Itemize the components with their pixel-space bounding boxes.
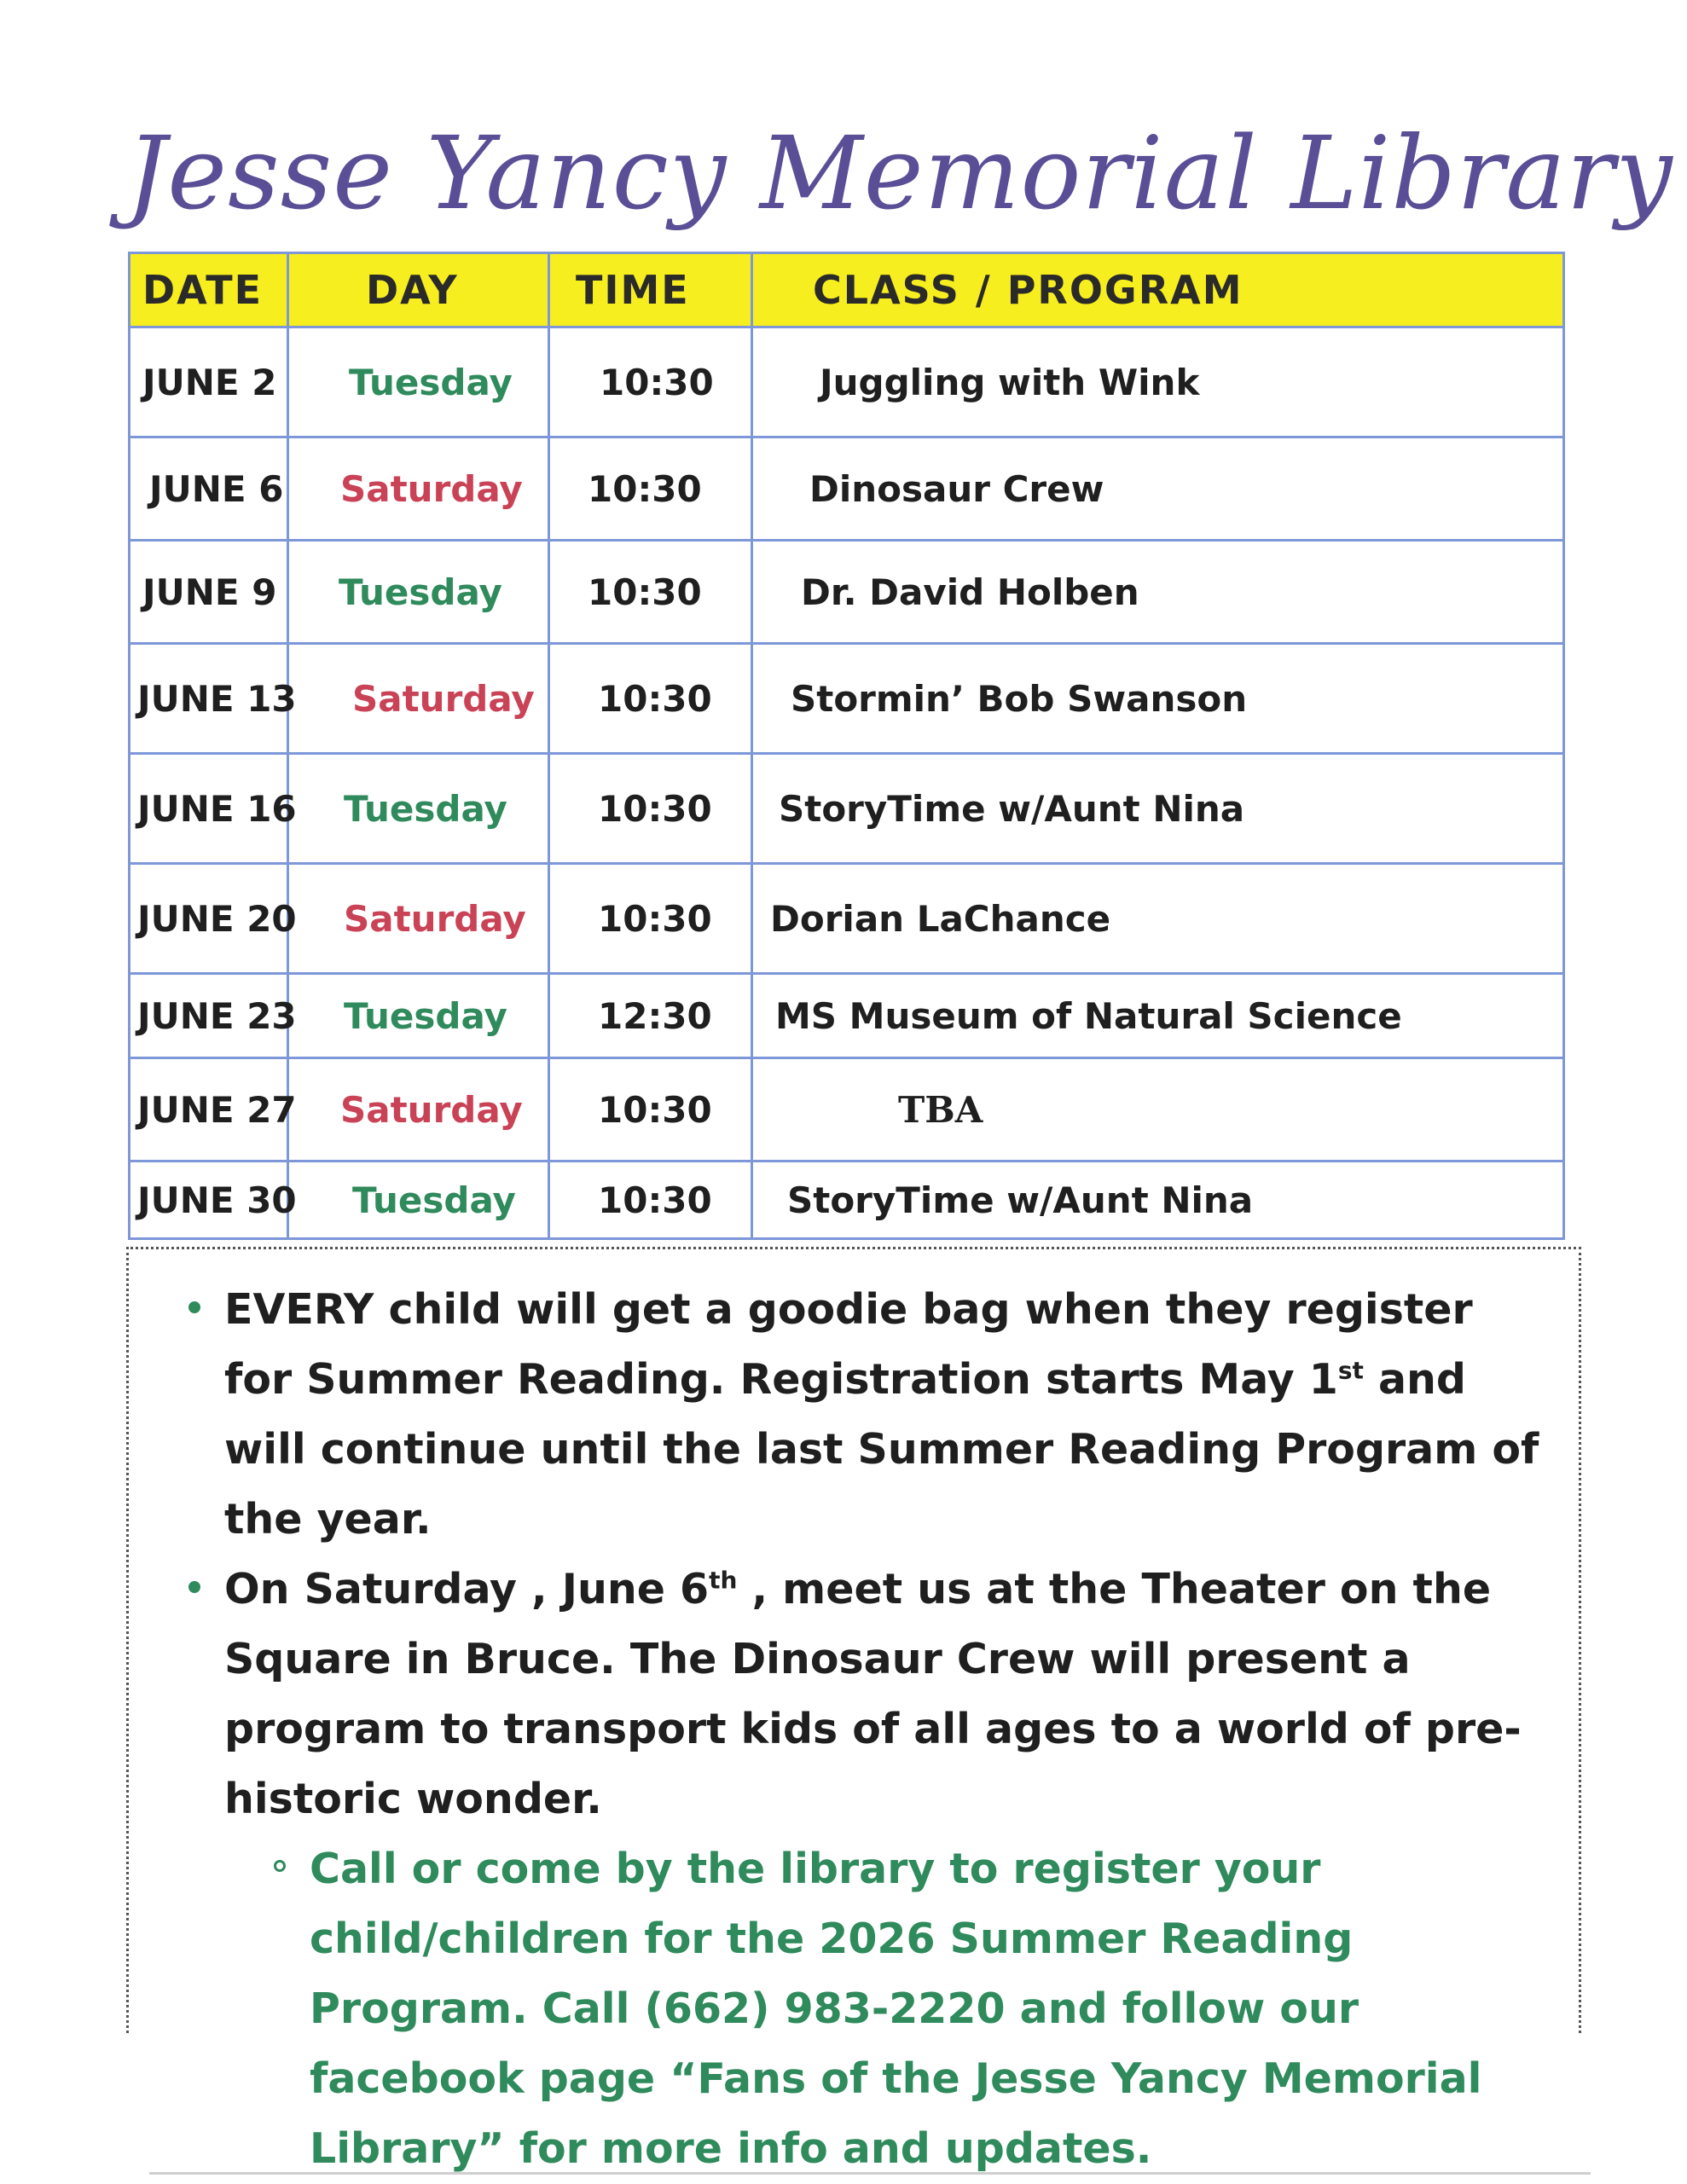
date-cell: JUNE 9 [130,541,288,644]
time-cell: 12:30 [549,974,752,1058]
time-cell: 10:30 [549,644,752,754]
table-row [130,974,1564,1058]
ordinal-suffix: st [1337,1356,1364,1385]
bullet-dot-icon [188,1581,200,1593]
table-row [130,1162,1564,1239]
table-row [130,437,1564,541]
time-cell: 10:30 [549,437,752,541]
program-cell: StoryTime w/Aunt Nina [752,754,1564,864]
program-cell: TBA [752,1058,1564,1162]
ordinal-suffix: th [709,1566,738,1595]
table-row [130,327,1564,437]
bullet-text: , meet us at the Theater on the Square in Bruce. The Dinosaur Crew will present a program to transport kids of all ages to a world of pre-historic wonder. [224,1565,1522,1823]
time-cell: 10:30 [549,541,752,644]
date-cell: JUNE 20 [130,864,288,974]
table-row [130,541,1564,644]
bullet-text: and will continue until the last Summer Reading Program of the year. [224,1355,1539,1544]
day-cell: Saturday [288,1058,549,1162]
schedule-table [128,252,1565,1240]
day-cell: Tuesday [288,754,549,864]
program-cell: Dorian LaChance [752,864,1564,974]
program-cell: MS Museum of Natural Science [752,974,1564,1058]
table-row [130,754,1564,864]
program-cell: Juggling with Wink [752,327,1564,437]
day-cell: Saturday [288,864,549,974]
date-cell: JUNE 13 [130,644,288,754]
day-cell: Tuesday [288,974,549,1058]
sub-bullet-text: Call or come by the library to register your child/children for the 2026 Summer Reading Program. Call (662) 983-2220 and follow our facebook page “Fans of the Jesse Yancy Memorial Library” for more info and updates. [310,1845,1482,2173]
header-day: DAY [288,253,549,327]
day-cell: Tuesday [288,327,549,437]
bullet-text: EVERY child will get a goodie bag when they register for Summer Reading. Registration starts May 1 [224,1285,1473,1404]
bullet-dinosaur-crew [188,1555,1553,1834]
bullet-goodie-bag [188,1275,1553,1555]
table-header-row [130,253,1564,327]
day-cell: Saturday [288,437,549,541]
table-row [130,1058,1564,1162]
notes-box [126,1247,1581,2173]
bullet-text: On Saturday , June 6 [224,1565,710,1613]
time-cell: 10:30 [549,1058,752,1162]
time-cell: 10:30 [549,864,752,974]
time-cell: 10:30 [549,754,752,864]
program-cell: Dinosaur Crew [752,437,1564,541]
circle-bullet-icon [274,1860,286,1872]
time-cell: 10:30 [549,327,752,437]
date-cell: JUNE 16 [130,754,288,864]
day-cell: Tuesday [288,541,549,644]
header-time: TIME [549,253,752,327]
date-cell: JUNE 23 [130,974,288,1058]
program-cell: Dr. David Holben [752,541,1564,644]
program-cell: StoryTime w/Aunt Nina [752,1162,1564,1239]
date-cell: JUNE 30 [130,1162,288,1239]
header-program: CLASS / PROGRAM [752,253,1564,327]
table-row [130,864,1564,974]
bottom-divider [149,2172,1591,2175]
table-row [130,644,1564,754]
bullet-dot-icon [188,1301,200,1313]
day-cell: Saturday [288,644,549,754]
date-cell: JUNE 27 [130,1058,288,1162]
date-cell: JUNE 2 [130,327,288,437]
page-title: Jesse Yancy Memorial Library [126,114,1673,232]
program-cell: Stormin’ Bob Swanson [752,644,1564,754]
header-date: DATE [130,253,288,327]
day-cell: Tuesday [288,1162,549,1239]
date-cell: JUNE 6 [130,437,288,541]
sub-bullet-register [274,1834,1553,2184]
time-cell: 10:30 [549,1162,752,1239]
